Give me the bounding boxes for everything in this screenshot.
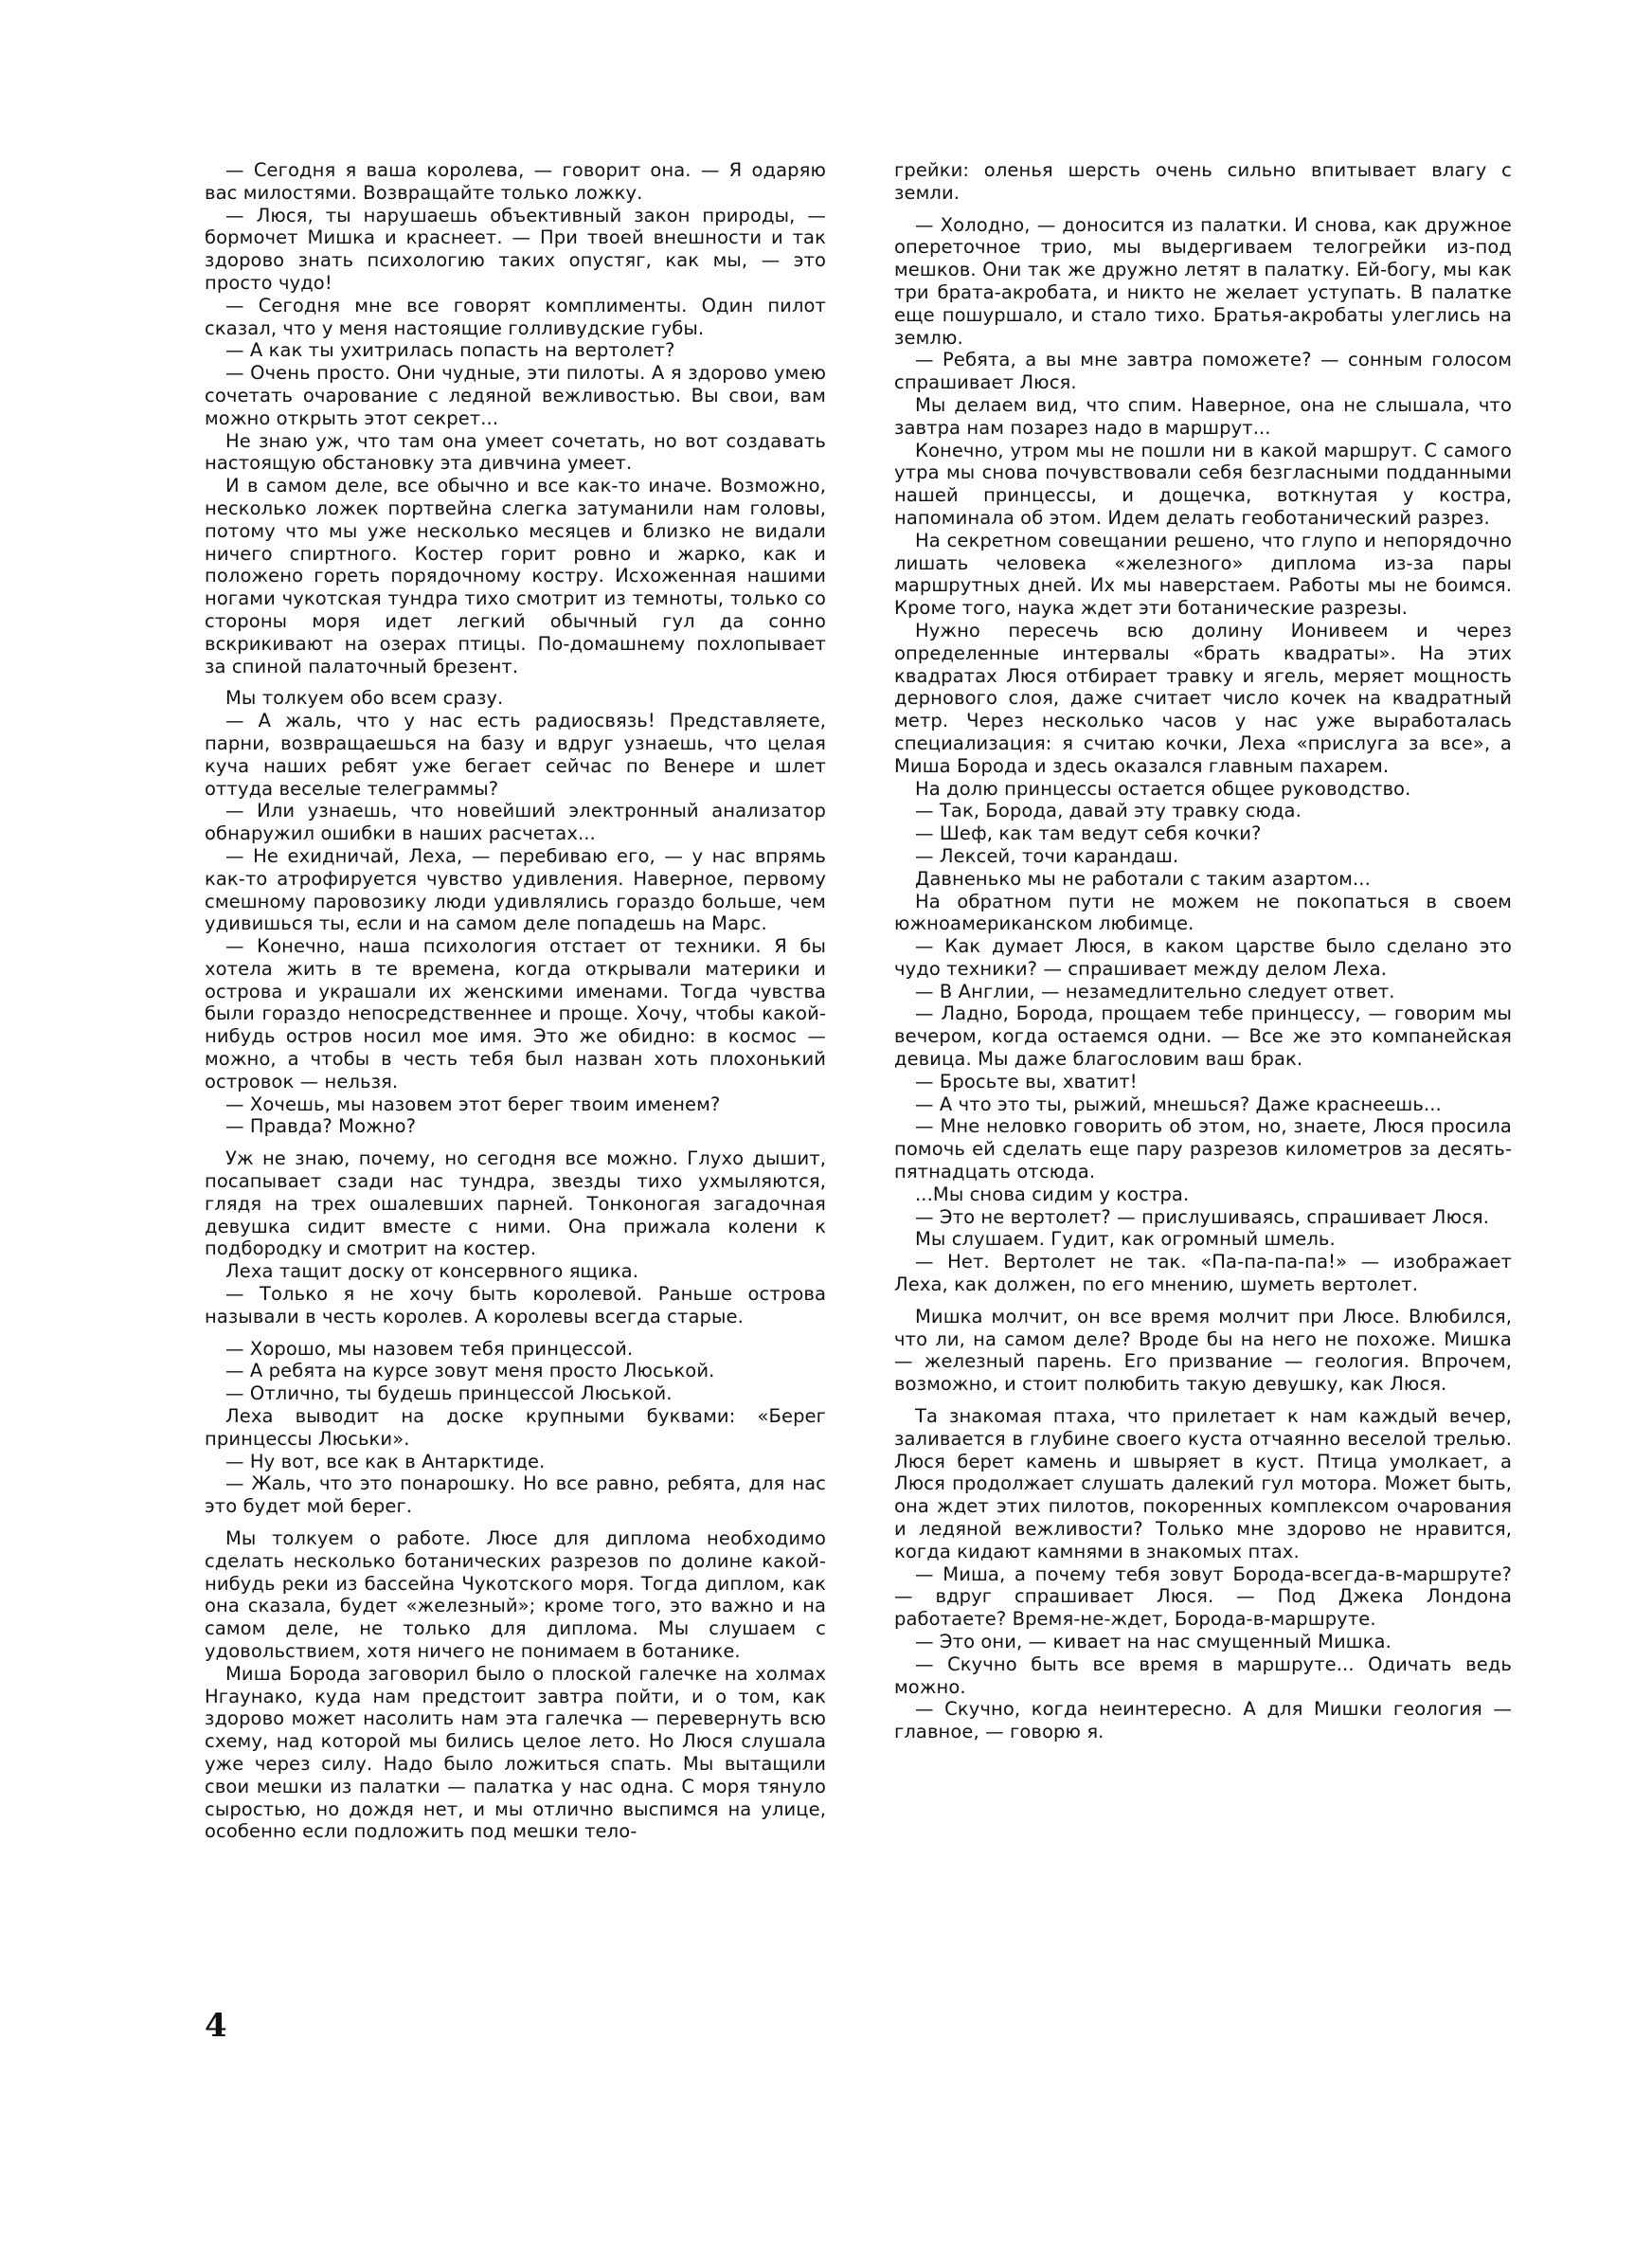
paragraph: — Мне неловко говорить об этом, но, знаете, Люся просила помочь ей сделать еще пару разрезов километров за десять-пятнадцать отсюда.: [894, 1115, 1512, 1183]
paragraph: — Скучно быть все время в маршруте... Одичать ведь можно.: [894, 1652, 1512, 1698]
paragraph: — Жаль, что это понарошку. Но все равно, ребята, для нас это будет мой берег.: [205, 1472, 826, 1518]
paragraph: И в самом деле, все обычно и все как-то иначе. Возможно, несколько ложек портвейна слегка затуманили нам головы, потому что мы уже несколько месяцев и близко не видали ничего спиртного. Костер горит ровно и жарко, как и положено гореть порядочному костру. Исхоженная нашими ногами чукотская тундра тихо смотрит из темноты, только со стороны моря идет легкий обычный гул да сонно вскрикивают на озерах птицы. По-домашнему похлопывает за спиной палаточный брезент.: [205, 475, 826, 677]
paragraph: — Скучно, когда неинтересно. А для Мишки геология — главное, — говорю я.: [894, 1698, 1512, 1743]
paragraph: Нужно пересечь всю долину Ионивеем и через определенные интервалы «брать квадраты». На этих квадратах Люся отбирает травку и ягель, меряет мощность дернового слоя, даже считает число кочек на квадратный метр. Через несколько часов у нас уже выработалась специализация: я считаю кочки, Леха «прислуга за все», а Миша Борода и здесь оказался главным пахарем.: [894, 619, 1512, 777]
page-number: 4: [205, 2007, 227, 2045]
paragraph: — Ребята, а вы мне завтра поможете? — сонным голосом спрашивает Люся.: [894, 349, 1512, 394]
paragraph: Леха выводит на доске крупными буквами: «Берег принцессы Люськи».: [205, 1405, 826, 1450]
paragraph: — Сегодня мне все говорят комплименты. Один пилот сказал, что у меня настоящие голливудские губы.: [205, 294, 826, 339]
paragraph: — Только я не хочу быть королевой. Раньше острова называли в честь королев. А королевы всегда старые.: [205, 1283, 826, 1327]
paragraph: — А что это ты, рыжий, мнешься? Даже краснеешь...: [915, 1092, 1442, 1115]
paragraph: Мы толкуем о работе. Люсе для диплома необходимо сделать несколько ботанических разрезов по долине какой-нибудь реки из бассейна Чукотского моря. Тогда диплом, как она сказала, будет «железный»; кроме того, это важно и на самом деле, не только для диплома. Мы слушаем с удовольствием, хотя ничего не понимаем в ботанике.: [205, 1527, 826, 1662]
right-column: [894, 159, 1512, 1743]
paragraph: Та знакомая птаха, что прилетает к нам каждый вечер, заливается в глубине своего куста отчаянно веселой трелью. Люся берет камень и швыряет в куст. Птица умолкает, а Люся продолжает слушать далекий гул мотора. Может быть, она ждет этих пилотов, покоренных комплексом очарования и ледяной вежливости? Только мне здорово не нравится, когда кидают камнями в знакомых птах.: [894, 1405, 1512, 1562]
paragraph: — А как ты ухитрилась попасть на вертолет?: [225, 339, 675, 362]
paragraph: — А ребята на курсе зовут меня просто Люськой.: [225, 1360, 715, 1382]
paragraph: — Правда? Можно?: [225, 1115, 417, 1138]
paragraph: Мы делаем вид, что спим. Наверное, она не слышала, что завтра нам позарез надо в маршрут...: [894, 393, 1512, 439]
paragraph: — А жаль, что у нас есть радиосвязь! Представляете, парни, возвращаешься на базу и вдруг узнаешь, что целая куча наших ребят уже бегает сейчас по Венере и шлет оттуда веселые телеграммы?: [205, 710, 826, 800]
paragraph: — Лексей, точи карандаш.: [915, 844, 1179, 867]
paragraph: Не знаю уж, что там она умеет сочетать, но вот создавать настоящую обстановку эта дивчина умеет.: [205, 429, 826, 475]
paragraph: — Хорошо, мы назовем тебя принцессой.: [225, 1337, 634, 1360]
paragraph: — Миша, а почему тебя зовут Борода-всегда-в-маршруте? — вдруг спрашивает Люся. — Под Джека Лондона работаете? Время-не-ждет, Борода-в-маршруте.: [894, 1562, 1512, 1631]
paragraph: — Сегодня я ваша королева, — говорит она. — Я одаряю вас милостями. Возвращайте только ложку.: [205, 159, 826, 204]
left-column: [205, 159, 826, 1843]
paragraph: — Как думает Люся, в каком царстве было сделано это чудо техники? — спрашивает между делом Леха.: [894, 935, 1512, 980]
paragraph: — Шеф, как там ведут себя кочки?: [915, 822, 1262, 845]
paragraph: — Ну вот, все как в Антарктиде.: [225, 1450, 546, 1472]
paragraph: На долю принцессы остается общее руководство.: [915, 777, 1411, 800]
paragraph: — Отлично, ты будешь принцессой Люськой.: [225, 1382, 673, 1405]
paragraph: — Это они, — кивает на нас смущенный Мишка.: [915, 1631, 1392, 1652]
paragraph: ...Мы снова сидим у костра.: [915, 1183, 1190, 1205]
paragraph: — Люся, ты нарушаешь объективный закон природы, — бормочет Мишка и краснеет. — При твоей внешности и так здорово знать психологию таких опустяг, как мы, — это просто чудо!: [205, 204, 826, 294]
paragraph: — Бросьте вы, хватит!: [915, 1070, 1138, 1092]
paragraph: Леха тащит доску от консервного ящика.: [225, 1260, 638, 1283]
paragraph: — Нет. Вертолет не так. «Па-па-па-па!» — изображает Леха, как должен, по его мнению, шуметь вертолет.: [894, 1251, 1512, 1296]
paragraph: Конечно, утром мы не пошли ни в какой маршрут. С самого утра мы снова почувствовали себя безгласными подданными нашей принцессы, и дощечка, воткнутая у костра, напоминала об этом. Идем делать геоботанический разрез.: [894, 439, 1512, 529]
paragraph: На обратном пути не можем не покопаться в своем южноамериканском любимце.: [894, 890, 1512, 935]
paragraph: — Это не вертолет? — прислушиваясь, спрашивает Люся.: [915, 1205, 1490, 1228]
paragraph: Миша Борода заговорил было о плоской галечке на холмах Нгаунако, куда нам предстоит завтра пойти, и о том, как здорово может насолить нам эта галечка — перевернуть всю схему, над которой мы бились целое лето. Но Люся слушала уже через силу. Надо было ложиться спать. Мы вытащили свои мешки из палатки — палатка у нас одна. С моря тянуло сыростью, но дождя нет, и мы отлично выспимся на улице, особенно если подложить под мешки тело-: [205, 1662, 826, 1843]
paragraph: Мишка молчит, он все время молчит при Люсе. Влюбился, что ли, на самом деле? Вроде бы на него не похоже. Мишка — железный парень. Его призвание — геология. Впрочем, возможно, и стоит полюбить такую девушку, как Люся.: [894, 1305, 1512, 1396]
paragraph: Давненько мы не работали с таким азартом...: [915, 867, 1371, 890]
paragraph: На секретном совещании решено, что глупо и непорядочно лишать человека «железного» диплома из-за пары маршрутных дней. Их мы наверстаем. Работы мы не боимся. Кроме того, наука ждет эти ботанические разрезы.: [894, 529, 1512, 620]
paragraph: грейки: оленья шерсть очень сильно впитывает влагу с земли.: [894, 159, 1512, 204]
paragraph: Мы толкуем обо всем сразу.: [225, 687, 504, 710]
paragraph: Уж не знаю, почему, но сегодня все можно. Глухо дышит, посапывает сзади нас тундра, звезды тихо ухмыляются, глядя на трех ошалевших парней. Тонконогая загадочная девушка сидит вместе с ними. Она прижала колени к подбородку и смотрит на костер.: [205, 1147, 826, 1260]
paragraph: Мы слушаем. Гудит, как огромный шмель.: [915, 1228, 1336, 1251]
paragraph: — Ладно, Борода, прощаем тебе принцессу, — говорим мы вечером, когда остаемся одни. — Все же это компанейская девица. Мы даже благословим ваш брак.: [894, 1002, 1512, 1071]
paragraph: — Холодно, — доносится из палатки. И снова, как дружное опереточное трио, мы выдергиваем телогрейки из-под мешков. Они так же дружно летят в палатку. Ей-богу, мы как три брата-акробата, и никто не желает уступать. В палатке еще пошуршало, и стало тихо. Братья-акробаты улеглись на землю.: [894, 213, 1512, 349]
paragraph: — В Англии, — незамедлительно следует ответ.: [915, 980, 1395, 1002]
paragraph: — Очень просто. Они чудные, эти пилоты. А я здорово умею сочетать очарование с ледяной вежливостью. Вы свои, вам можно открыть этот секрет...: [205, 362, 826, 429]
paragraph: — Или узнаешь, что новейший электронный анализатор обнаружил ошибки в наших расчетах...: [205, 800, 826, 845]
paragraph: — Конечно, наша психология отстает от техники. Я бы хотела жить в те времена, когда открывали материки и острова и украшали их женскими именами. Тогда чувства были гораздо непосредственнее и проще. Хочу, чтобы какой-нибудь остров носил мое имя. Это же обидно: в космос — можно, а чтобы в честь тебя был назван хоть плохонький островок — нельзя.: [205, 935, 826, 1092]
paragraph: — Так, Борода, давай эту травку сюда.: [915, 800, 1302, 822]
paragraph: — Хочешь, мы назовем этот берег твоим именем?: [225, 1092, 721, 1115]
paragraph: — Не ехидничай, Леха, — перебиваю его, — у нас впрямь как-то атрофируется чувство удивления. Наверное, первому смешному паровозику люди удивлялись гораздо больше, чем удивишься ты, если и на самом деле попадешь на Марс.: [205, 844, 826, 935]
